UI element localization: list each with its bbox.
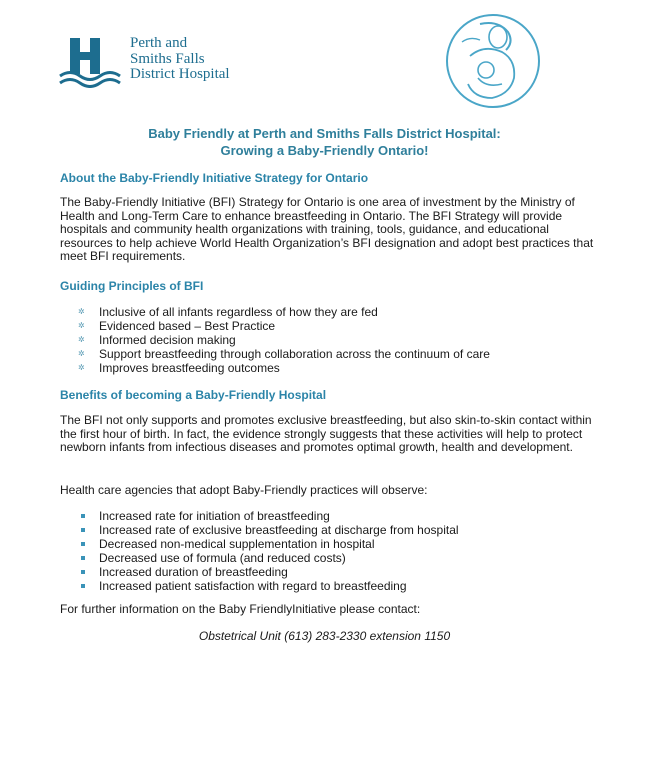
- list-item-text: Increased duration of breastfeeding: [99, 565, 288, 579]
- list-item: [78, 579, 459, 593]
- breastfeeding-mother-emblem-icon: [440, 12, 546, 110]
- hospital-h-wave-logo-icon: [58, 36, 122, 88]
- list-item: [78, 509, 459, 523]
- benefits-paragraph: The BFI not only supports and promotes exclusive breastfeeding, but also skin-to-skin contact within the first hour of birth. In fact, the evidence strongly suggests that these activities will help to protect newborn infants from infectious diseases and promotes optimal growth, health and development.: [60, 413, 592, 455]
- about-paragraph: The Baby-Friendly Initiative (BFI) Strategy for Ontario is one area of investment by the Ministry of Health and Long-Term Care to enhance breastfeeding in Ontario. The BFI Strategy will provide hospitals and community health organizations with training, tools, guidance, and educational resources to help achieve World Health Organization’s BFI designation and adopt best practices that meet BFI requirements.: [60, 195, 594, 264]
- list-item: [78, 551, 459, 565]
- principles-heading: Guiding Principles of BFI: [60, 279, 204, 293]
- list-item-text: Improves breastfeeding outcomes: [99, 361, 280, 375]
- list-item-text: Decreased use of formula (and reduced costs): [99, 551, 346, 565]
- contact-line: Obstetrical Unit (613) 283-2330 extension 1150: [198, 629, 451, 643]
- star-bullet-icon: ✲: [78, 349, 85, 358]
- hospital-logo: [58, 36, 248, 88]
- page-title-line1: Baby Friendly at Perth and Smiths Falls District Hospital:: [148, 126, 501, 141]
- star-bullet-icon: ✲: [78, 307, 85, 316]
- star-bullet-icon: ✲: [78, 363, 85, 372]
- page-title-line2: Growing a Baby-Friendly Ontario!: [220, 143, 429, 158]
- list-item: [78, 565, 459, 579]
- list-item: [78, 305, 490, 319]
- list-item-text: Support breastfeeding through collaboration across the continuum of care: [99, 347, 490, 361]
- list-item-text: Increased rate for initiation of breastfeeding: [99, 509, 330, 523]
- list-item: [78, 333, 490, 347]
- list-item-text: Inclusive of all infants regardless of how they are fed: [99, 305, 378, 319]
- hospital-name: [130, 36, 230, 83]
- square-bullet-icon: [81, 528, 85, 532]
- square-bullet-icon: [81, 514, 85, 518]
- list-item: [78, 361, 490, 375]
- further-info: For further information on the Baby FriendlyInitiative please contact:: [60, 602, 421, 616]
- square-bullet-icon: [81, 584, 85, 588]
- list-item: [78, 347, 490, 361]
- list-item: [78, 523, 459, 537]
- list-item-text: Evidenced based – Best Practice: [99, 319, 276, 333]
- hospital-name-line1: Perth and: [130, 35, 188, 51]
- benefits-intro: Health care agencies that adopt Baby-Friendly practices will observe:: [60, 483, 428, 497]
- list-item-text: Increased rate of exclusive breastfeeding at discharge from hospital: [99, 523, 459, 537]
- star-bullet-icon: ✲: [78, 335, 85, 344]
- list-item: [78, 537, 459, 551]
- list-item-text: Increased patient satisfaction with regard to breastfeeding: [99, 579, 407, 593]
- list-item-text: Decreased non-medical supplementation in hospital: [99, 537, 375, 551]
- principles-list: [78, 305, 490, 375]
- hospital-name-line3: District Hospital: [130, 66, 230, 82]
- benefits-list: [78, 509, 459, 593]
- list-item: [78, 319, 490, 333]
- about-heading: About the Baby-Friendly Initiative Strategy for Ontario: [60, 171, 369, 185]
- benefits-heading: Benefits of becoming a Baby-Friendly Hospital: [60, 388, 327, 402]
- square-bullet-icon: [81, 570, 85, 574]
- square-bullet-icon: [81, 542, 85, 546]
- hospital-name-line2: Smiths Falls: [130, 50, 205, 67]
- star-bullet-icon: ✲: [78, 321, 85, 330]
- list-item-text: Informed decision making: [99, 333, 236, 347]
- square-bullet-icon: [81, 556, 85, 560]
